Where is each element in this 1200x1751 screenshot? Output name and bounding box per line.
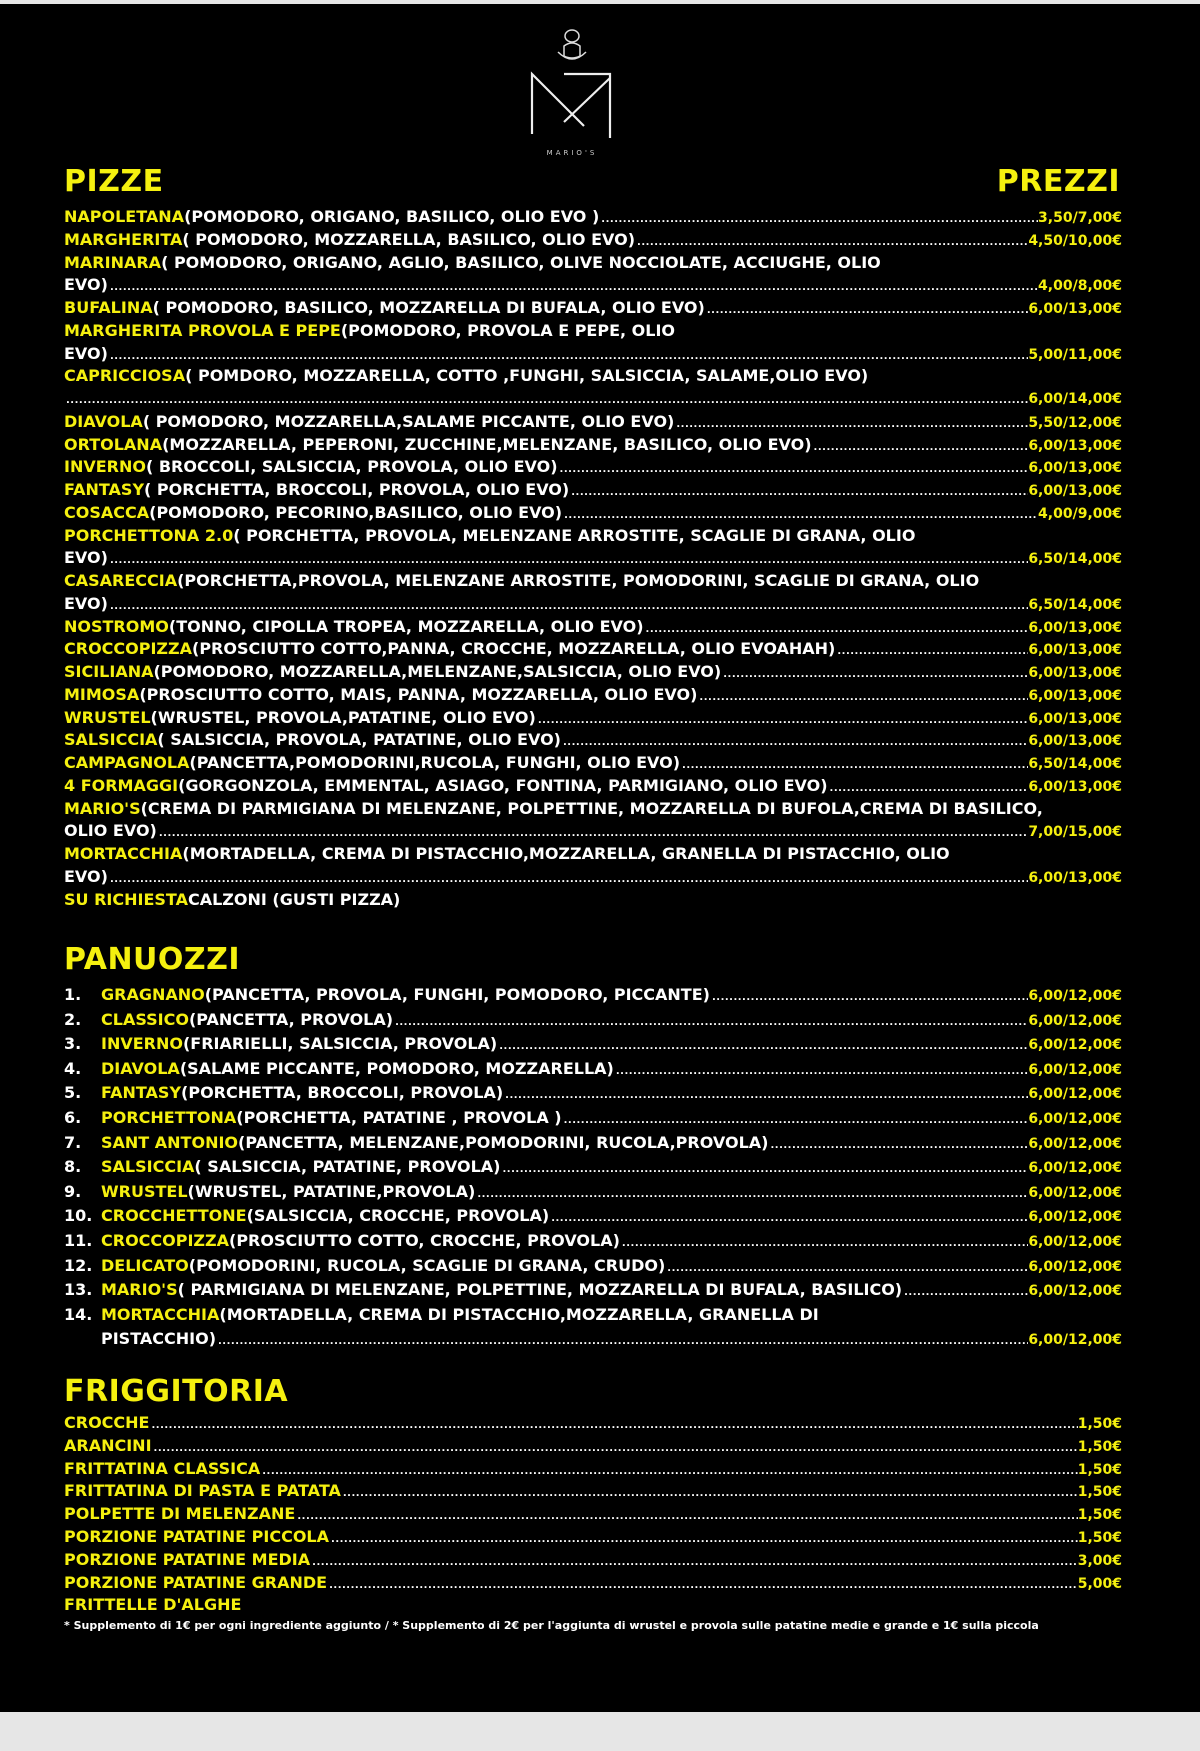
- menu-item: [64, 1458, 1122, 1480]
- dot-leader: [216, 1331, 1028, 1350]
- item-price: 1,50€: [1077, 1484, 1122, 1501]
- item-name: FANTASY: [64, 480, 145, 499]
- item-first-line: [64, 1304, 1122, 1326]
- menu-item: [64, 707, 1122, 729]
- item-ingredients: (MORTADELLA, CREMA DI PISTACCHIO,MOZZARELLA, GRANELLA DI PISTACCHIO, OLIO: [182, 844, 950, 863]
- dot-leader: [828, 778, 1029, 797]
- item-price: 1,50€: [1077, 1461, 1122, 1478]
- item-ingredients: (PORCHETTA, BROCCOLI, PROVOLA): [181, 1083, 504, 1103]
- dot-leader: [902, 1282, 1028, 1301]
- item-ingredients: (PROSCIUTTO COTTO,PANNA, CROCCHE, MOZZARELLA, OLIO EVOAHAH): [192, 639, 836, 659]
- item-ingredients: (PANCETTA, MELENZANE,POMODORINI, RUCOLA,PROVOLA): [238, 1132, 769, 1152]
- item-name: BUFALINA: [64, 298, 153, 317]
- item-name: GRAGNANO: [101, 985, 205, 1004]
- item-price: 6,00/13,00€: [1028, 710, 1122, 727]
- dot-leader: [536, 710, 1029, 729]
- item-name: WRUSTEL: [64, 707, 151, 727]
- menu-item: [64, 229, 1122, 251]
- menu-item: [64, 1181, 1122, 1203]
- item-name: CROCCHETTONE: [101, 1206, 247, 1226]
- item-price: 6,00/12,00€: [1028, 1234, 1122, 1250]
- item-name: CAPRICCIOSA: [64, 366, 186, 386]
- item-ingredients: (PANCETTA, PROVOLA): [188, 1009, 394, 1029]
- dot-leader: [644, 619, 1029, 638]
- menu-sheet: [0, 4, 1200, 1712]
- item-name: DIAVOLA: [64, 411, 143, 431]
- item-name: SICILIANA: [64, 662, 154, 681]
- item-number: 1.: [64, 985, 82, 1004]
- item-price: 4,50/10,00€: [1028, 232, 1122, 249]
- item-ingredients: (POMODORO, ORIGANO, BASILICO, OLIO EVO ): [184, 207, 600, 226]
- item-number: 13.: [64, 1280, 93, 1300]
- dot-leader: [561, 732, 1028, 751]
- item-price: 1,50€: [1077, 1530, 1122, 1546]
- item-name: MARGHERITA PROVOLA E PEPE: [64, 320, 341, 340]
- menu-item: [64, 1480, 1122, 1502]
- dot-leader: [329, 1529, 1078, 1548]
- menu-item: [64, 1082, 1122, 1104]
- item-number: 10.: [64, 1206, 93, 1226]
- item-number: 7.: [64, 1132, 82, 1152]
- item-price: 6,00/12,00€: [1028, 1037, 1122, 1054]
- item-ingredients: (POMODORINI, RUCOLA, SCAGLIE DI GRANA, CRUDO): [188, 1255, 666, 1275]
- dot-leader: [680, 755, 1028, 774]
- item-price: 6,50/14,00€: [1028, 551, 1122, 568]
- dot-leader: [635, 232, 1028, 251]
- item-number: 8.: [64, 1157, 82, 1177]
- dot-leader: [341, 1483, 1078, 1502]
- item-price: 6,00/13,00€: [1028, 778, 1122, 795]
- item-price: 6,00/12,00€: [1028, 1209, 1122, 1226]
- item-name: FANTASY: [101, 1083, 182, 1103]
- item-name: MORTACCHIA: [64, 844, 183, 863]
- item-price: 6,00/12,00€: [1028, 1135, 1122, 1152]
- dot-leader: [475, 1184, 1028, 1203]
- menu-item: [64, 661, 1122, 683]
- item-ingredients: (MOZZARELLA, PEPERONI, ZUCCHINE,MELENZANE, BASILICO, OLIO EVO): [162, 434, 812, 454]
- item-price: 6,50/14,00€: [1028, 596, 1122, 613]
- menu-item-continuation: [64, 820, 1122, 842]
- menu-item: [64, 638, 1122, 660]
- pizze-heading: PIZZE: [64, 164, 164, 199]
- item-ingredients-cont: EVO): [64, 866, 108, 886]
- item-price: 5,50/12,00€: [1028, 414, 1122, 431]
- item-price: 6,00/13,00€: [1028, 869, 1122, 886]
- menu-item: [64, 434, 1122, 456]
- item-number: 12.: [64, 1255, 93, 1275]
- item-number: 5.: [64, 1083, 82, 1103]
- dot-leader: [108, 869, 1028, 888]
- item-name: ORTOLANA: [64, 434, 163, 454]
- item-price: 6,00/13,00€: [1028, 733, 1122, 750]
- item-ingredients: ( POMDORO, MOZZARELLA, COTTO ,FUNGHI, SALSICCIA, SALAME,OLIO EVO): [185, 366, 869, 386]
- menu-item: [64, 365, 1122, 387]
- item-name: COSACCA: [64, 502, 150, 522]
- item-name: CROCCHE: [64, 1413, 150, 1432]
- item-ingredients: ( POMODORO, MOZZARELLA,SALAME PICCANTE, OLIO EVO): [142, 411, 675, 431]
- item-ingredients: ( POMODORO, MOZZARELLA, BASILICO, OLIO EVO): [182, 229, 636, 249]
- menu-item: [64, 889, 1122, 911]
- item-name: MIMOSA: [64, 684, 140, 704]
- item-first-line: [64, 320, 1122, 342]
- item-price: 6,00/13,00€: [1028, 619, 1122, 636]
- item-ingredients-cont: PISTACCHIO): [101, 1329, 216, 1349]
- item-name: MARINARA: [64, 252, 162, 272]
- menu-item: [64, 752, 1122, 774]
- dot-leader: [835, 641, 1028, 660]
- logo-monogram: [532, 74, 610, 138]
- friggitoria-heading: FRIGGITORIA: [64, 1374, 289, 1409]
- item-first-line: [64, 843, 1122, 865]
- menu-item: [64, 1230, 1122, 1252]
- item-price: 5,00/11,00€: [1028, 346, 1122, 363]
- menu-item: [64, 297, 1122, 319]
- dot-leader: [599, 209, 1038, 228]
- dot-leader: [295, 1506, 1077, 1525]
- item-price: 6,00/12,00€: [1028, 1184, 1122, 1201]
- menu-item: [64, 1255, 1122, 1277]
- dot-leader: [501, 1159, 1029, 1178]
- menu-item: [64, 1572, 1122, 1594]
- menu-item-continuation: [64, 388, 1122, 410]
- menu-item-continuation: [64, 343, 1122, 365]
- item-name: SANT ANTONIO: [101, 1132, 239, 1152]
- menu-item: [64, 1304, 1122, 1326]
- item-ingredients: ( PORCHETTA, BROCCOLI, PROVOLA, OLIO EVO): [144, 480, 570, 499]
- item-price: 6,00/12,00€: [1028, 1061, 1122, 1078]
- item-name: MORTACCHIA: [101, 1304, 220, 1324]
- dot-leader: [710, 987, 1028, 1006]
- item-ingredients: (SALSICCIA, CROCCHE, PROVOLA): [246, 1206, 550, 1226]
- dot-leader: [558, 459, 1029, 478]
- item-price: 6,00/12,00€: [1028, 1111, 1122, 1127]
- item-price: 6,00/13,00€: [1028, 665, 1122, 681]
- item-ingredients-cont: EVO): [64, 593, 108, 613]
- menu-item: [64, 1033, 1122, 1055]
- item-ingredients: (FRIARIELLI, SALSICCIA, PROVOLA): [182, 1034, 498, 1054]
- menu-item-continuation: [64, 866, 1122, 888]
- item-ingredients: (POMODORO, PECORINO,BASILICO, OLIO EVO): [149, 502, 563, 522]
- dot-leader: [705, 300, 1028, 319]
- item-name: PORZIONE PATATINE GRANDE: [64, 1572, 328, 1592]
- logo-caption: MARIO'S: [546, 149, 598, 157]
- dot-leader: [768, 1135, 1028, 1154]
- dot-leader: [503, 1085, 1028, 1104]
- item-number: 11.: [64, 1231, 93, 1250]
- item-price: 6,00/12,00€: [1028, 1258, 1122, 1275]
- dot-leader: [562, 505, 1038, 524]
- item-name: 4 FORMAGGI: [64, 775, 179, 795]
- item-name: INVERNO: [64, 457, 146, 477]
- item-ingredients: (GORGONZOLA, EMMENTAL, ASIAGO, FONTINA, PARMIGIANO, OLIO EVO): [178, 775, 828, 795]
- item-price: 6,00/13,00€: [1028, 687, 1122, 704]
- item-price: 6,00/12,00€: [1028, 1160, 1122, 1177]
- menu-item: [64, 525, 1122, 547]
- menu-item: [64, 206, 1122, 228]
- item-name: SALSICCIA: [101, 1157, 195, 1177]
- menu-item: [64, 616, 1122, 638]
- item-price: 6,00/13,00€: [1028, 437, 1122, 454]
- item-name: FRITTATINA CLASSICA: [64, 1458, 261, 1478]
- item-price: 4,00/8,00€: [1038, 278, 1122, 295]
- dot-leader: [674, 414, 1028, 433]
- item-ingredients: (WRUSTEL, PROVOLA,PATATINE, OLIO EVO): [150, 707, 536, 727]
- menu-item: [64, 1526, 1122, 1548]
- item-name: DIAVOLA: [101, 1058, 180, 1078]
- menu-item-continuation: [64, 593, 1122, 615]
- item-price: 6,00/12,00€: [1028, 1086, 1122, 1103]
- item-price: 6,00/13,00€: [1028, 301, 1122, 317]
- item-name: PORZIONE PATATINE MEDIA: [64, 1549, 311, 1569]
- dot-leader: [562, 1110, 1029, 1129]
- item-name: FRITTELLE D'ALGHE: [64, 1595, 242, 1615]
- menu-item: [64, 479, 1122, 501]
- item-price: 6,00/13,00€: [1028, 483, 1122, 499]
- item-price: 5,00€: [1077, 1575, 1122, 1592]
- item-ingredients: (CREMA DI PARMIGIANA DI MELENZANE, POLPETTINE, MOZZARELLA DI BUFOLA,CREMA DI BASILICO,: [140, 798, 1043, 818]
- menu-item: [64, 684, 1122, 706]
- dot-leader: [157, 823, 1028, 842]
- item-number: 3.: [64, 1034, 82, 1054]
- item-ingredients: (PROSCIUTTO COTTO, CROCCHE, PROVOLA): [229, 1231, 620, 1250]
- item-price: 6,00/12,00€: [1028, 1012, 1122, 1029]
- item-ingredients: CALZONI (GUSTI PIZZA): [187, 889, 401, 909]
- item-name: WRUSTEL: [101, 1181, 188, 1201]
- item-price: 1,50€: [1077, 1438, 1122, 1455]
- item-ingredients: ( POMODORO, BASILICO, MOZZARELLA DI BUFALA, OLIO EVO): [152, 298, 705, 317]
- menu-item: [64, 1549, 1122, 1571]
- menu-item: [64, 456, 1122, 478]
- item-ingredients-cont: EVO): [64, 343, 108, 363]
- panuozzi-heading: PANUOZZI: [64, 942, 241, 977]
- item-price: 6,00/12,00€: [1028, 988, 1122, 1004]
- dot-leader: [327, 1575, 1078, 1594]
- item-name: CROCCOPIZZA: [64, 639, 193, 659]
- item-name: SALSICCIA: [64, 730, 158, 750]
- item-name: CLASSICO: [101, 1009, 189, 1029]
- item-ingredients-cont: EVO): [64, 275, 108, 295]
- item-name: INVERNO: [101, 1034, 183, 1054]
- dot-leader: [64, 390, 1028, 410]
- item-first-line: [64, 252, 1122, 274]
- dot-leader: [152, 1438, 1078, 1457]
- item-number: 2.: [64, 1009, 82, 1029]
- menu-item: [64, 1009, 1122, 1031]
- item-price: 6,00/13,00€: [1028, 460, 1122, 477]
- item-price: 6,00/13,00€: [1028, 642, 1122, 659]
- item-name: CASARECCIA: [64, 571, 178, 590]
- menu-item: [64, 729, 1122, 751]
- item-name: ARANCINI: [64, 1435, 152, 1455]
- item-price: 3,00€: [1077, 1552, 1122, 1569]
- menu-item: [64, 570, 1122, 592]
- item-name: CROCCOPIZZA: [101, 1231, 230, 1250]
- item-ingredients: ( POMODORO, ORIGANO, AGLIO, BASILICO, OLIVE NOCCIOLATE, ACCIUGHE, OLIO: [161, 252, 881, 272]
- item-name: PORCHETTONA 2.0: [64, 525, 234, 545]
- dot-leader: [569, 482, 1028, 501]
- dot-leader: [697, 687, 1028, 706]
- item-name: DELICATO: [101, 1255, 189, 1275]
- item-ingredients: (POMODORO, MOZZARELLA,MELENZANE,SALSICCIA, OLIO EVO): [153, 662, 722, 681]
- dot-leader: [108, 596, 1028, 615]
- menu-item: [64, 1412, 1122, 1434]
- menu-item: [64, 984, 1122, 1006]
- item-price: 6,50/14,00€: [1028, 756, 1122, 772]
- item-number: 6.: [64, 1108, 82, 1127]
- dot-leader: [549, 1208, 1028, 1227]
- item-ingredients: (PORCHETTA,PROVOLA, MELENZANE ARROSTITE, POMODORINI, SCAGLIE DI GRANA, OLIO: [177, 571, 980, 590]
- marios-logo: [524, 22, 620, 158]
- item-first-line: [64, 525, 1122, 547]
- item-ingredients: (TONNO, CIPOLLA TROPEA, MOZZARELLA, OLIO EVO): [168, 616, 644, 636]
- item-price: 6,00/12,00€: [1028, 1283, 1122, 1300]
- item-price: 4,00/9,00€: [1038, 505, 1122, 522]
- dot-leader: [108, 346, 1028, 365]
- supplement-note: * Supplemento di 1€ per ogni ingrediente aggiunto / * Supplemento di 2€ per l'aggiunta di wrustel e provola sulle patatine medie e grande e 1€ sulla piccola: [64, 1619, 1039, 1632]
- item-name: FRITTATINA DI PASTA E PATATA: [64, 1481, 341, 1501]
- menu-item: [64, 1594, 1122, 1616]
- menu-item-continuation: [64, 547, 1122, 569]
- menu-item: [64, 320, 1122, 342]
- menu-item: [64, 1205, 1122, 1227]
- menu-item: [64, 1132, 1122, 1154]
- menu-item: [64, 843, 1122, 865]
- item-price: 1,50€: [1077, 1416, 1122, 1432]
- menu-item-continuation: [101, 1328, 1122, 1350]
- item-price: 7,00/15,00€: [1028, 824, 1122, 841]
- item-ingredients: (SALAME PICCANTE, POMODORO, MOZZARELLA): [179, 1058, 614, 1078]
- menu-item: [64, 1156, 1122, 1178]
- item-name: PORZIONE PATATINE PICCOLA: [64, 1527, 330, 1546]
- menu-item: [64, 775, 1122, 797]
- prezzi-heading: PREZZI: [996, 164, 1120, 199]
- item-ingredients: (POMODORO, PROVOLA E PEPE, OLIO: [340, 320, 676, 340]
- item-number: 4.: [64, 1058, 82, 1078]
- item-ingredients: ( BROCCOLI, SALSICCIA, PROVOLA, OLIO EVO): [145, 457, 558, 477]
- menu-item: [64, 1435, 1122, 1457]
- dot-leader: [108, 277, 1038, 296]
- menu-item: [64, 1503, 1122, 1525]
- dot-leader: [260, 1461, 1077, 1480]
- dot-leader: [721, 664, 1028, 683]
- item-ingredients: (PANCETTA, PROVOLA, FUNGHI, POMODORO, PICCANTE): [204, 985, 710, 1004]
- dot-leader: [149, 1415, 1077, 1434]
- menu-item: [64, 1279, 1122, 1301]
- item-ingredients: (PORCHETTA, PATATINE , PROVOLA ): [236, 1108, 562, 1127]
- item-price: 6,00/14,00€: [1028, 391, 1122, 407]
- item-name: CAMPAGNOLA: [64, 753, 190, 772]
- dot-leader: [393, 1012, 1028, 1031]
- menu-item: [64, 798, 1122, 820]
- item-name: NAPOLETANA: [64, 207, 185, 226]
- item-ingredients: (PANCETTA,POMODORINI,RUCOLA, FUNGHI, OLIO EVO): [189, 753, 681, 772]
- item-first-line: [64, 798, 1122, 820]
- item-ingredients: ( SALSICCIA, PROVOLA, PATATINE, OLIO EVO): [157, 730, 561, 750]
- item-ingredients: (PROSCIUTTO COTTO, MAIS, PANNA, MOZZARELLA, OLIO EVO): [139, 684, 698, 704]
- item-number: 9.: [64, 1181, 82, 1201]
- item-name: POLPETTE DI MELENZANE: [64, 1504, 296, 1524]
- dot-leader: [310, 1552, 1078, 1571]
- dot-leader: [614, 1061, 1028, 1080]
- dot-leader: [665, 1258, 1028, 1277]
- item-price: 6,00/12,00€: [1028, 1332, 1122, 1349]
- dot-leader: [497, 1036, 1028, 1055]
- item-ingredients-cont: EVO): [64, 548, 108, 568]
- item-first-line: [64, 570, 1122, 592]
- item-ingredients: (WRUSTEL, PATATINE,PROVOLA): [187, 1181, 476, 1201]
- item-name: MARGHERITA: [64, 229, 183, 249]
- item-price: 3,50/7,00€: [1038, 210, 1122, 226]
- menu-item: [64, 1107, 1122, 1129]
- item-ingredients-cont: OLIO EVO): [64, 821, 157, 841]
- item-ingredients: (MORTADELLA, CREMA DI PISTACCHIO,MOZZARELLA, GRANELLA DI: [219, 1304, 819, 1324]
- dot-leader: [812, 437, 1029, 456]
- menu-item: [64, 411, 1122, 433]
- dot-leader: [620, 1233, 1028, 1252]
- menu-item: [64, 252, 1122, 274]
- item-name: PORCHETTONA: [101, 1108, 237, 1127]
- chef-icon: [558, 30, 586, 59]
- dot-leader: [108, 550, 1028, 569]
- item-ingredients: ( PORCHETTA, PROVOLA, MELENZANE ARROSTITE, SCAGLIE DI GRANA, OLIO: [233, 525, 916, 545]
- item-name: MARIO'S: [64, 798, 141, 818]
- menu-item: [64, 502, 1122, 524]
- item-name: SU RICHIESTA: [64, 889, 188, 909]
- item-ingredients: ( SALSICCIA, PATATINE, PROVOLA): [194, 1157, 501, 1177]
- menu-item-continuation: [64, 274, 1122, 296]
- item-name: NOSTROMO: [64, 616, 169, 636]
- item-price: 1,50€: [1077, 1507, 1122, 1524]
- menu-item: [64, 1058, 1122, 1080]
- item-ingredients: ( PARMIGIANA DI MELENZANE, POLPETTINE, MOZZARELLA DI BUFALA, BASILICO): [177, 1280, 903, 1300]
- item-number: 14.: [64, 1304, 93, 1324]
- item-name: MARIO'S: [101, 1280, 178, 1300]
- item-first-line: [64, 365, 1122, 387]
